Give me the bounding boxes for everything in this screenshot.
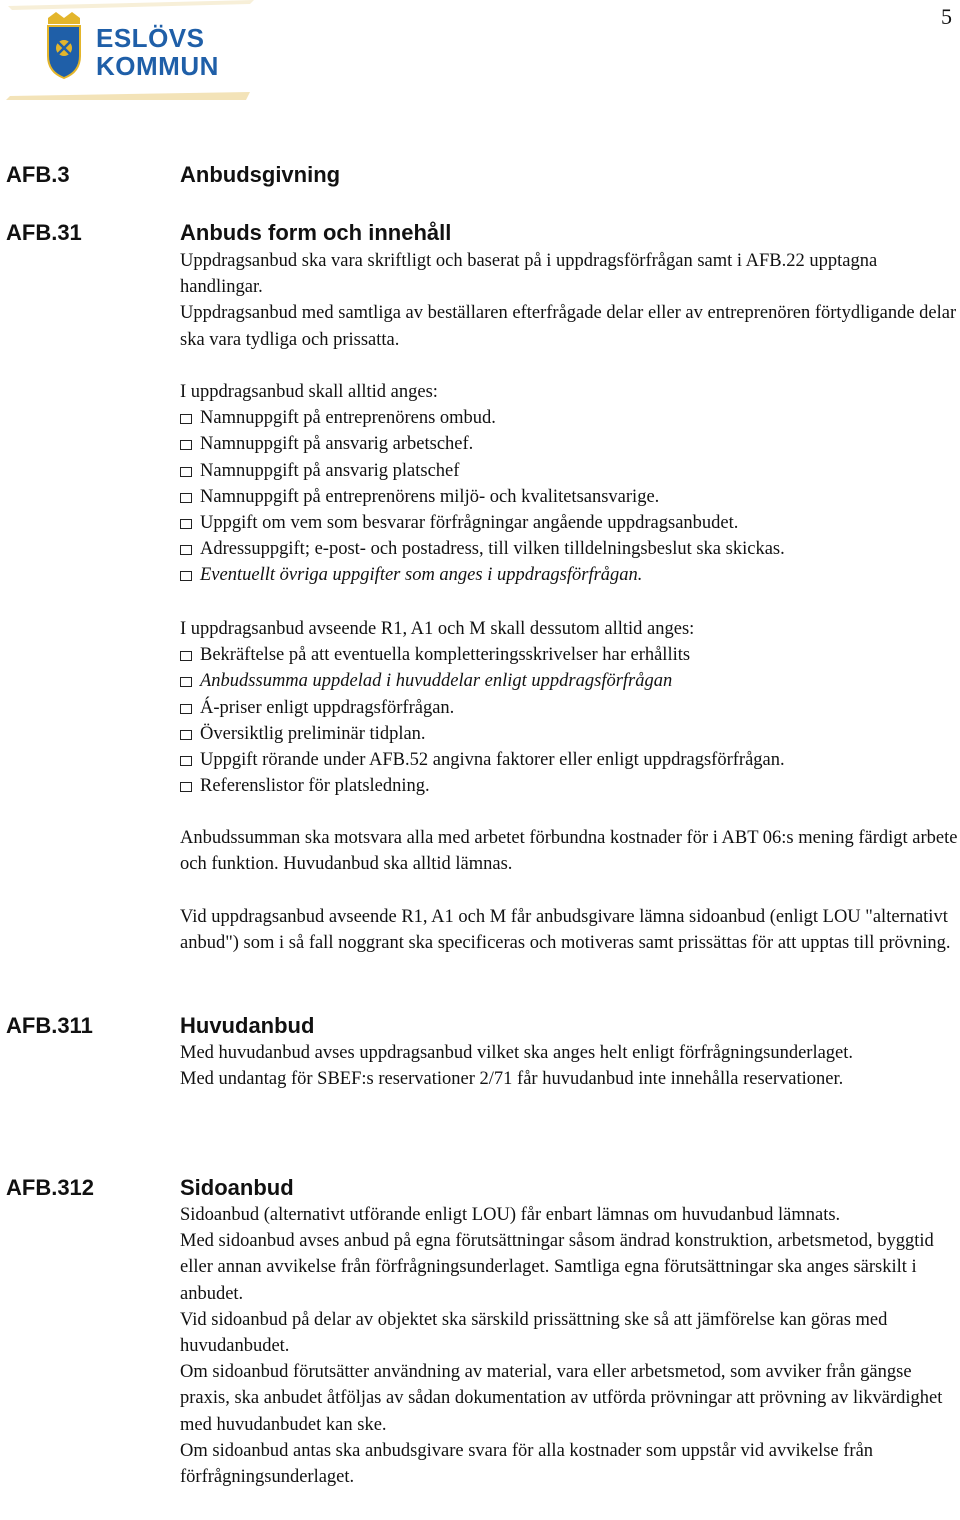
section-code-afb311: AFB.311 [6,1013,93,1038]
list-item: Adressuppgift; e-post- och postadress, till vilken tilldelningsbeslut ska skickas. [180,536,960,562]
list2-lead: I uppdragsanbud avseende R1, A1 och M skall dessutom alltid anges: [180,619,695,639]
list-item: Namnuppgift på ansvarig platschef [180,458,960,484]
list-item: Eventuellt övriga uppgifter som anges i uppdragsförfrågan. [180,562,960,588]
logo-text [96,24,219,80]
afb312-para-1: Sidoanbud (alternativt utförande enligt LOU) får enbart lämnas om huvudanbud lämnats. [180,1205,841,1225]
afb312-para-3: Vid sidoanbud på delar av objektet ska särskild prissättning ske så att jämförelse kan göras med huvudanbudet. [180,1309,888,1357]
list-item: Namnuppgift på entreprenörens ombud. [180,405,960,431]
list1-lead: I uppdragsanbud skall alltid anges: [180,382,438,402]
list-item: Uppgift om vem som besvarar förfrågningar angående uppdragsanbudet. [180,510,960,536]
afb31-list1 [180,379,960,589]
list-item: Översiktlig preliminär tidplan. [180,721,960,747]
section-title-afb312: Sidoanbud [180,1175,294,1200]
afb31-body [180,248,960,353]
section-title-afb3: Anbudsgivning [180,162,341,187]
section-code-afb3: AFB.3 [6,162,70,187]
section-title-afb311: Huvudanbud [180,1013,315,1038]
eslovs-kommun-logo [0,0,260,100]
logo-line-2: KOMMUN [96,51,219,81]
afb31-para-sum: Anbudssumman ska motsvara alla med arbetet förbundna kostnader för i ABT 06:s mening färdigt arbete och funktion. Huvudanbud ska alltid lämnas. [180,828,958,875]
page-number: 5 [941,4,952,29]
afb311-para-2: Med undantag för SBEF:s reservationer 2/71 får huvudanbud inte innehålla reservationer. [180,1069,844,1090]
section-title-afb31: Anbuds form och innehåll [180,220,452,245]
afb312-body [180,1202,960,1490]
list-item: Anbudssumma uppdelad i huvuddelar enligt uppdragsförfrågan [180,668,960,694]
list-item: Referenslistor för platsledning. [180,773,960,799]
afb312-para-4: Om sidoanbud förutsätter användning av material, vara eller arbetsmetod, som avviker från gängse praxis, ska anbudet åtföljas av sådan dokumentation av utförda prövningar att prövning av likvärdighet med huvudanbudet kan ske. [180,1362,943,1435]
afb31-intro-2: Uppdragsanbud med samtliga av beställaren efterfrågade delar eller av entreprenören förtydligande delar ska vara tydliga och prissatta. [180,303,957,350]
logo-line-1: ESLÖVS [96,23,205,53]
list-item: Á-priser enligt uppdragsförfrågan. [180,695,960,721]
section-code-afb31: AFB.31 [6,220,82,245]
afb312-para-2: Med sidoanbud avses anbud på egna förutsättningar såsom ändrad konstruktion, arbetsmetod, byggtid eller annan avvikelse från förfrågningsunderlaget. Samtliga egna förutsättningar ska anges särskilt i anbudet. [180,1231,934,1304]
list-item: Uppgift rörande under AFB.52 angivna faktorer eller enligt uppdragsförfrågan. [180,747,960,773]
afb31-list2 [180,616,960,799]
afb31-para-alt: Vid uppdragsanbud avseende R1, A1 och M får anbudsgivare lämna sidoanbud (enligt LOU "alternativt anbud") som i så fall noggrant ska specificeras och motiveras samt prissättas för att upptas till prövning. [180,907,951,954]
list-item: Namnuppgift på entreprenörens miljö- och kvalitetsansvarige. [180,484,960,510]
afb311-para-1: Med huvudanbud avses uppdragsanbud vilket ska anges helt enligt förfrågningsunderlaget. [180,1043,854,1063]
section-code-afb312: AFB.312 [6,1175,95,1200]
afb312-para-5: Om sidoanbud antas ska anbudsgivare svara för alla kostnader som uppstår vid avvikelse från förfrågningsunderlaget. [180,1440,874,1488]
afb311-body [180,1040,960,1092]
list-item: Bekräftelse på att eventuella kompletteringsskrivelser har erhållits [180,642,960,668]
afb31-intro-1: Uppdragsanbud ska vara skriftligt och baserat på i uppdragsförfrågan samt i AFB.22 upptagna handlingar. [180,251,878,298]
list-item: Namnuppgift på ansvarig arbetschef. [180,431,960,457]
